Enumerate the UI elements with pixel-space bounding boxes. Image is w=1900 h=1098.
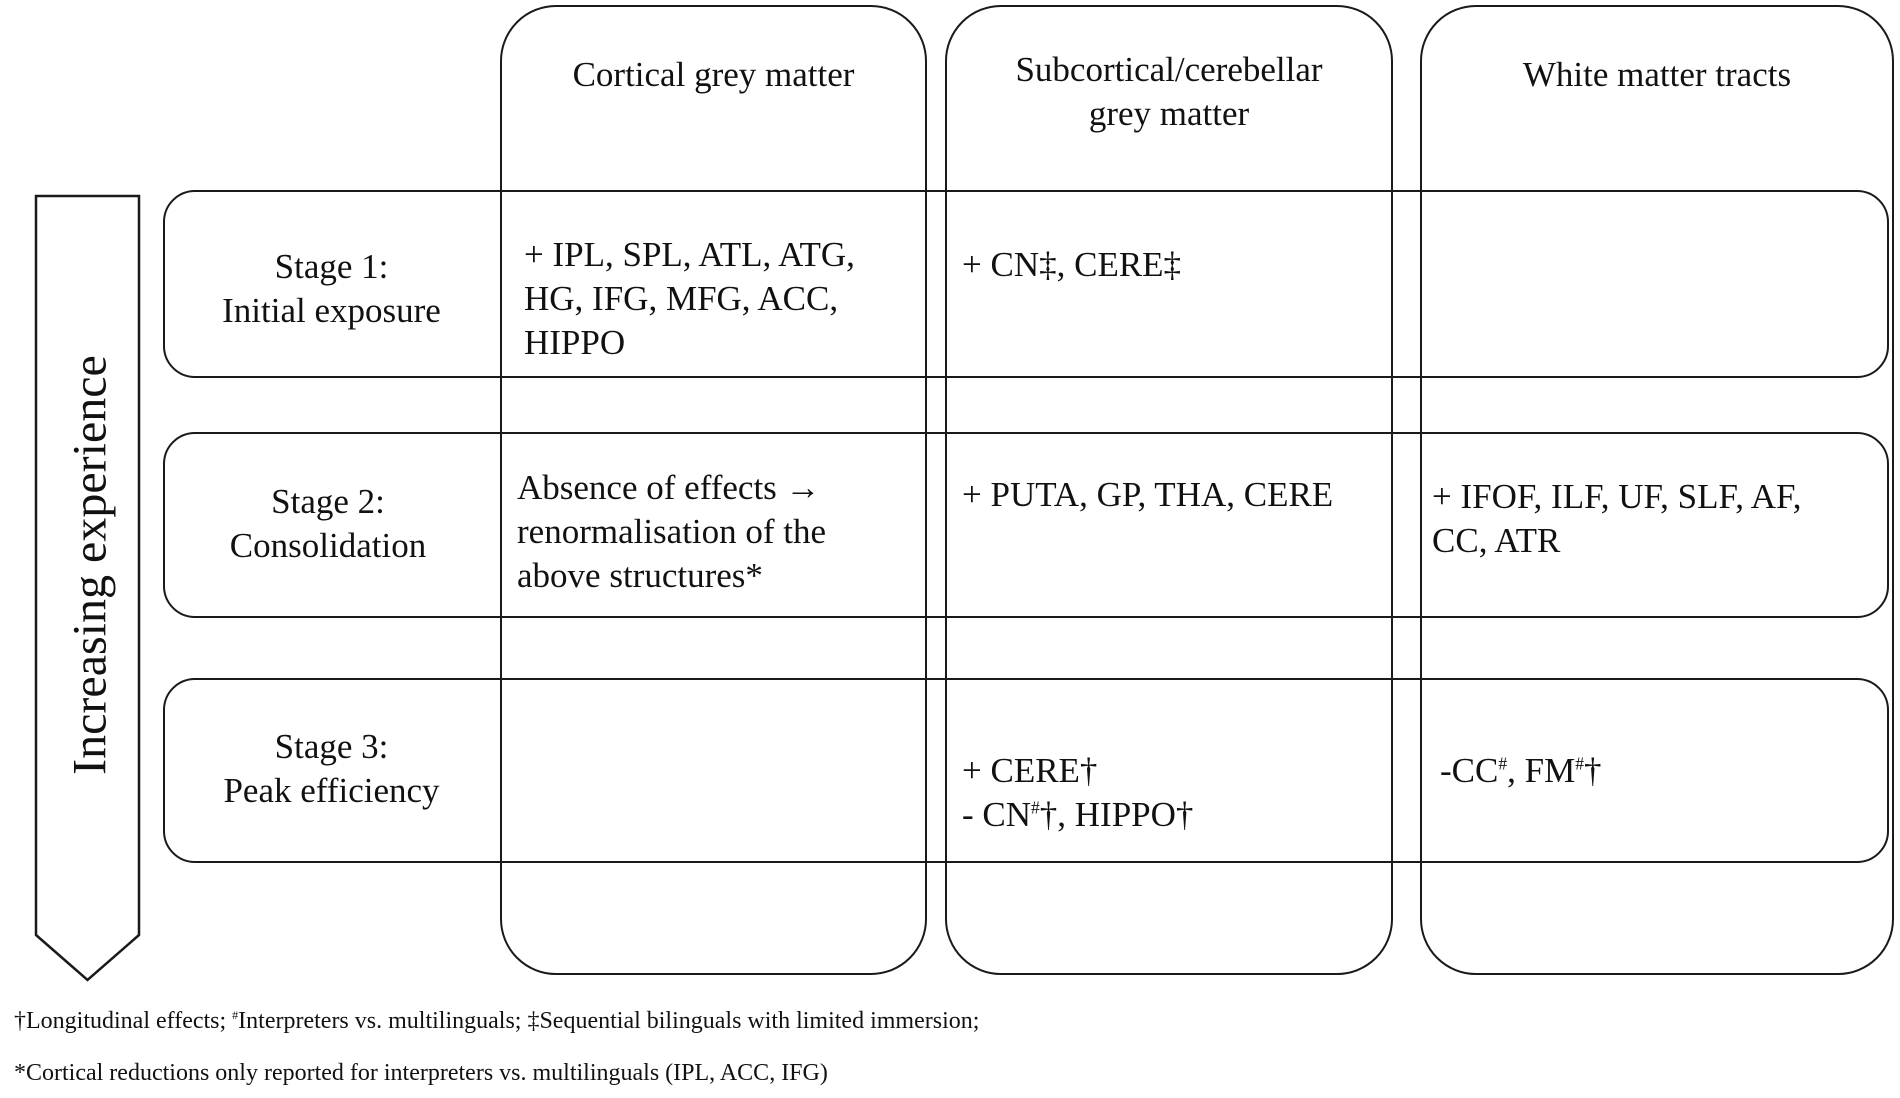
stage-2-cortical-cell: Absence of effects → renormalisation of the above structures* bbox=[517, 468, 827, 595]
stage-1-subcortical-cell: + CN‡, CERE‡ bbox=[962, 245, 1182, 284]
footnote-2: *Cortical reductions only reported for interpreters vs. multilinguals (IPL, ACC, IFG) bbox=[14, 1060, 828, 1086]
stage-2-subcortical-cell: + PUTA, GP, THA, CERE bbox=[962, 475, 1334, 514]
column-header-white-matter: White matter tracts bbox=[1522, 55, 1792, 94]
axis-label: Increasing experience bbox=[63, 355, 117, 775]
column-header-cortical: Cortical grey matter bbox=[572, 55, 855, 94]
stage-3-label: Stage 3: Peak efficiency bbox=[223, 727, 440, 810]
footnote-1: †Longitudinal effects; #Interpreters vs. multilinguals; ‡Sequential bilinguals with limited immersion; bbox=[14, 1008, 980, 1034]
stage-1-cortical-cell: + IPL, SPL, ATL, ATG, HG, IFG, MFG, ACC, HIPPO bbox=[524, 235, 855, 362]
stage-2-white-matter-cell: + IFOF, ILF, UF, SLF, AF, CC, ATR bbox=[1432, 477, 1802, 560]
stage-3-white-matter-cell: -CC#, FM#† bbox=[1440, 751, 1602, 790]
stage-1-label: Stage 1: Initial exposure bbox=[222, 247, 441, 330]
stage-2-label: Stage 2: Consolidation bbox=[229, 482, 427, 565]
stage-3-subcortical-cell: + CERE† - CN#†, HIPPO† bbox=[962, 751, 1194, 834]
column-header-subcortical: Subcortical/cerebellar grey matter bbox=[1015, 50, 1323, 133]
